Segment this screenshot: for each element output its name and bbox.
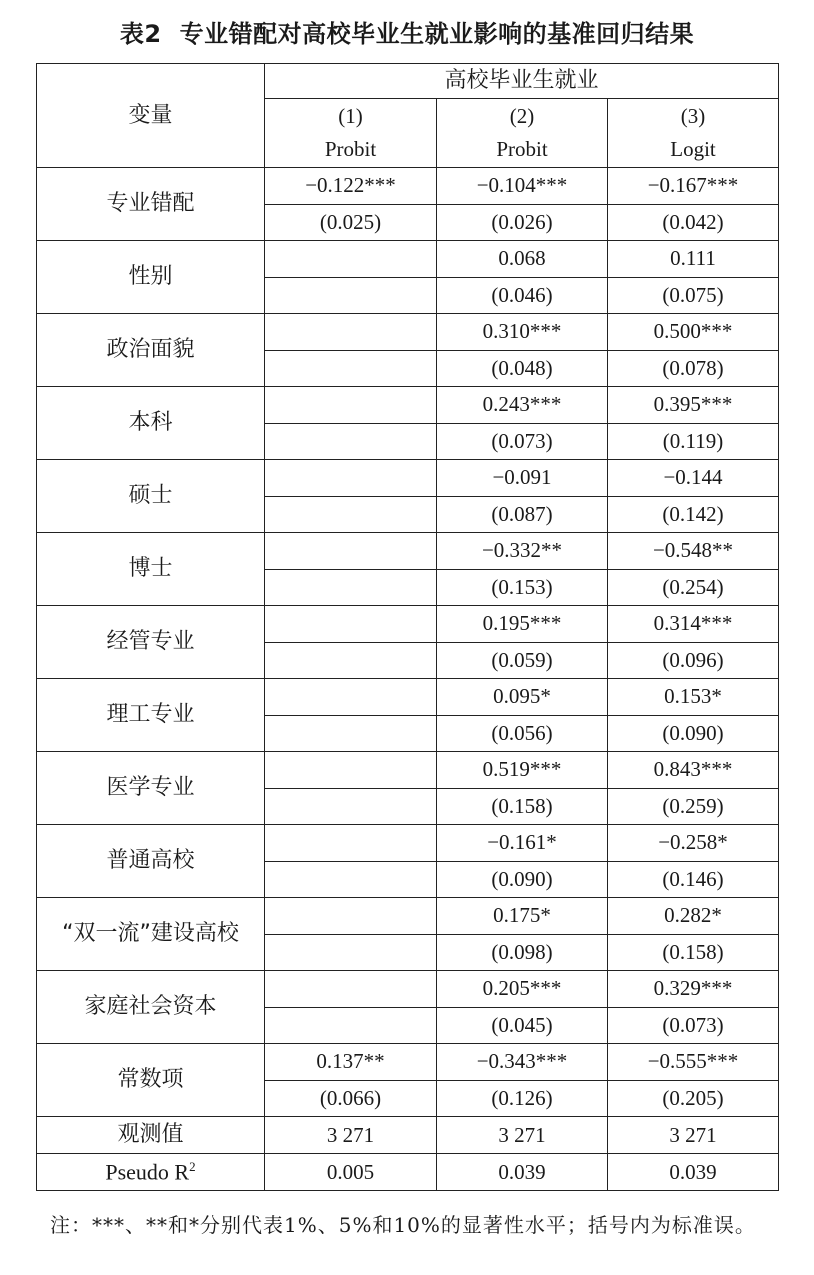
col-number: (1) bbox=[338, 104, 363, 128]
stat-name bbox=[37, 1117, 265, 1154]
se-cell: (0.153) bbox=[437, 569, 608, 606]
coef-cell: 0.195*** bbox=[437, 606, 608, 643]
se-cell: (0.066) bbox=[265, 1080, 437, 1117]
se-cell: (0.098) bbox=[437, 934, 608, 971]
coef-cell: 0.243*** bbox=[437, 387, 608, 424]
coef-cell: −0.167*** bbox=[608, 168, 779, 205]
coef-cell: 0.843*** bbox=[608, 752, 779, 789]
coef-cell bbox=[265, 314, 437, 351]
header-row-group bbox=[37, 64, 779, 99]
coef-cell: −0.104*** bbox=[437, 168, 608, 205]
coef-cell bbox=[265, 241, 437, 278]
se-cell: (0.025) bbox=[265, 204, 437, 241]
coef-cell: −0.332** bbox=[437, 533, 608, 570]
stat-row bbox=[37, 1154, 779, 1191]
coef-cell bbox=[265, 971, 437, 1008]
coef-cell: 0.205*** bbox=[437, 971, 608, 1008]
variable-name: 经管专业 bbox=[37, 606, 265, 679]
variable-name: 专业错配 bbox=[37, 168, 265, 241]
coef-cell: 0.395*** bbox=[608, 387, 779, 424]
coef-cell bbox=[265, 898, 437, 935]
coef-cell: 0.310*** bbox=[437, 314, 608, 351]
coef-cell: −0.161* bbox=[437, 825, 608, 862]
col-model: Probit bbox=[324, 137, 377, 161]
se-cell: (0.205) bbox=[608, 1080, 779, 1117]
se-cell bbox=[265, 642, 437, 679]
se-cell: (0.078) bbox=[608, 350, 779, 387]
se-cell: (0.073) bbox=[437, 423, 608, 460]
se-cell bbox=[265, 569, 437, 606]
se-cell bbox=[265, 496, 437, 533]
variable-header: 变量 bbox=[37, 64, 265, 168]
coef-cell: 0.095* bbox=[437, 679, 608, 716]
se-cell: (0.090) bbox=[437, 861, 608, 898]
table-row-coef bbox=[37, 1044, 779, 1081]
se-cell bbox=[265, 350, 437, 387]
coef-cell: −0.144 bbox=[608, 460, 779, 497]
coef-cell bbox=[265, 460, 437, 497]
col-header-2 bbox=[437, 99, 608, 168]
variable-name: “双一流”建设高校 bbox=[37, 898, 265, 971]
coef-cell: 0.500*** bbox=[608, 314, 779, 351]
coef-cell: −0.122*** bbox=[265, 168, 437, 205]
coef-cell bbox=[265, 825, 437, 862]
variable-name: 理工专业 bbox=[37, 679, 265, 752]
variable-name: 硕士 bbox=[37, 460, 265, 533]
coef-cell: 0.153* bbox=[608, 679, 779, 716]
coef-cell: 0.519*** bbox=[437, 752, 608, 789]
se-cell bbox=[265, 788, 437, 825]
table-row-coef bbox=[37, 971, 779, 1008]
se-cell bbox=[265, 423, 437, 460]
col-number: (2) bbox=[509, 104, 535, 128]
table-row-coef bbox=[37, 679, 779, 716]
coef-cell: 0.111 bbox=[608, 241, 779, 278]
se-cell: (0.119) bbox=[608, 423, 779, 460]
stat-label: 观测值 bbox=[117, 1122, 184, 1147]
stat-value: 0.039 bbox=[437, 1154, 608, 1191]
se-cell: (0.254) bbox=[608, 569, 779, 606]
table-row-coef bbox=[37, 460, 779, 497]
se-cell bbox=[265, 715, 437, 752]
table-number: 表2 bbox=[119, 20, 162, 48]
table-row-coef bbox=[37, 241, 779, 278]
se-cell: (0.142) bbox=[608, 496, 779, 533]
variable-name: 常数项 bbox=[37, 1044, 265, 1117]
table-row-coef bbox=[37, 314, 779, 351]
se-cell: (0.146) bbox=[608, 861, 779, 898]
regression-table bbox=[36, 63, 779, 1191]
group-header: 高校毕业生就业 bbox=[265, 64, 779, 99]
table-row-coef bbox=[37, 533, 779, 570]
stat-name bbox=[37, 1154, 265, 1191]
se-cell bbox=[265, 861, 437, 898]
col-header-1 bbox=[265, 99, 437, 168]
se-cell: (0.158) bbox=[437, 788, 608, 825]
se-cell: (0.090) bbox=[608, 715, 779, 752]
variable-name: 家庭社会资本 bbox=[37, 971, 265, 1044]
coef-cell bbox=[265, 387, 437, 424]
se-cell: (0.046) bbox=[437, 277, 608, 314]
table-title bbox=[0, 14, 814, 49]
stat-value: 3 271 bbox=[437, 1117, 608, 1154]
se-cell: (0.073) bbox=[608, 1007, 779, 1044]
se-cell: (0.126) bbox=[437, 1080, 608, 1117]
se-cell: (0.075) bbox=[608, 277, 779, 314]
col-header-3 bbox=[608, 99, 779, 168]
se-cell: (0.056) bbox=[437, 715, 608, 752]
coef-cell bbox=[265, 752, 437, 789]
stat-value: 3 271 bbox=[265, 1117, 437, 1154]
variable-name: 普通高校 bbox=[37, 825, 265, 898]
stat-superscript: 2 bbox=[189, 1159, 196, 1175]
table-row-coef bbox=[37, 168, 779, 205]
coef-cell: 0.314*** bbox=[608, 606, 779, 643]
se-cell: (0.096) bbox=[608, 642, 779, 679]
coef-cell: 0.329*** bbox=[608, 971, 779, 1008]
se-cell: (0.259) bbox=[608, 788, 779, 825]
coef-cell bbox=[265, 533, 437, 570]
table-row-coef bbox=[37, 825, 779, 862]
table-title-text: 专业错配对高校毕业生就业影响的基准回归结果 bbox=[179, 20, 695, 48]
col-model: Probit bbox=[496, 137, 548, 161]
coef-cell: −0.555*** bbox=[608, 1044, 779, 1081]
coef-cell: 0.175* bbox=[437, 898, 608, 935]
variable-name: 本科 bbox=[37, 387, 265, 460]
coef-cell: −0.548** bbox=[608, 533, 779, 570]
coef-cell: −0.343*** bbox=[437, 1044, 608, 1081]
stat-value: 0.039 bbox=[608, 1154, 779, 1191]
col-number: (3) bbox=[680, 104, 706, 128]
variable-name: 政治面貌 bbox=[37, 314, 265, 387]
coef-cell: −0.091 bbox=[437, 460, 608, 497]
se-cell: (0.048) bbox=[437, 350, 608, 387]
col-model: Logit bbox=[670, 137, 716, 161]
se-cell: (0.045) bbox=[437, 1007, 608, 1044]
se-cell bbox=[265, 277, 437, 314]
se-cell: (0.026) bbox=[437, 204, 608, 241]
variable-name: 性别 bbox=[37, 241, 265, 314]
se-cell: (0.087) bbox=[437, 496, 608, 533]
se-cell bbox=[265, 1007, 437, 1044]
stat-label: Pseudo R bbox=[105, 1159, 190, 1185]
coef-cell: −0.258* bbox=[608, 825, 779, 862]
stat-value: 0.005 bbox=[265, 1154, 437, 1191]
table-row-coef bbox=[37, 387, 779, 424]
coef-cell: 0.068 bbox=[437, 241, 608, 278]
se-cell: (0.059) bbox=[437, 642, 608, 679]
stat-value: 3 271 bbox=[608, 1117, 779, 1154]
table-row-coef bbox=[37, 898, 779, 935]
variable-name: 博士 bbox=[37, 533, 265, 606]
table-row-coef bbox=[37, 606, 779, 643]
coef-cell: 0.282* bbox=[608, 898, 779, 935]
se-cell: (0.158) bbox=[608, 934, 779, 971]
se-cell bbox=[265, 934, 437, 971]
coef-cell: 0.137** bbox=[265, 1044, 437, 1081]
coef-cell bbox=[265, 606, 437, 643]
coef-cell bbox=[265, 679, 437, 716]
variable-name: 医学专业 bbox=[37, 752, 265, 825]
table-note: 注：***、**和*分别代表1%、5%和10%的显著性水平；括号内为标准误。 bbox=[50, 1213, 756, 1237]
stat-row bbox=[37, 1117, 779, 1154]
table-row-coef bbox=[37, 752, 779, 789]
se-cell: (0.042) bbox=[608, 204, 779, 241]
